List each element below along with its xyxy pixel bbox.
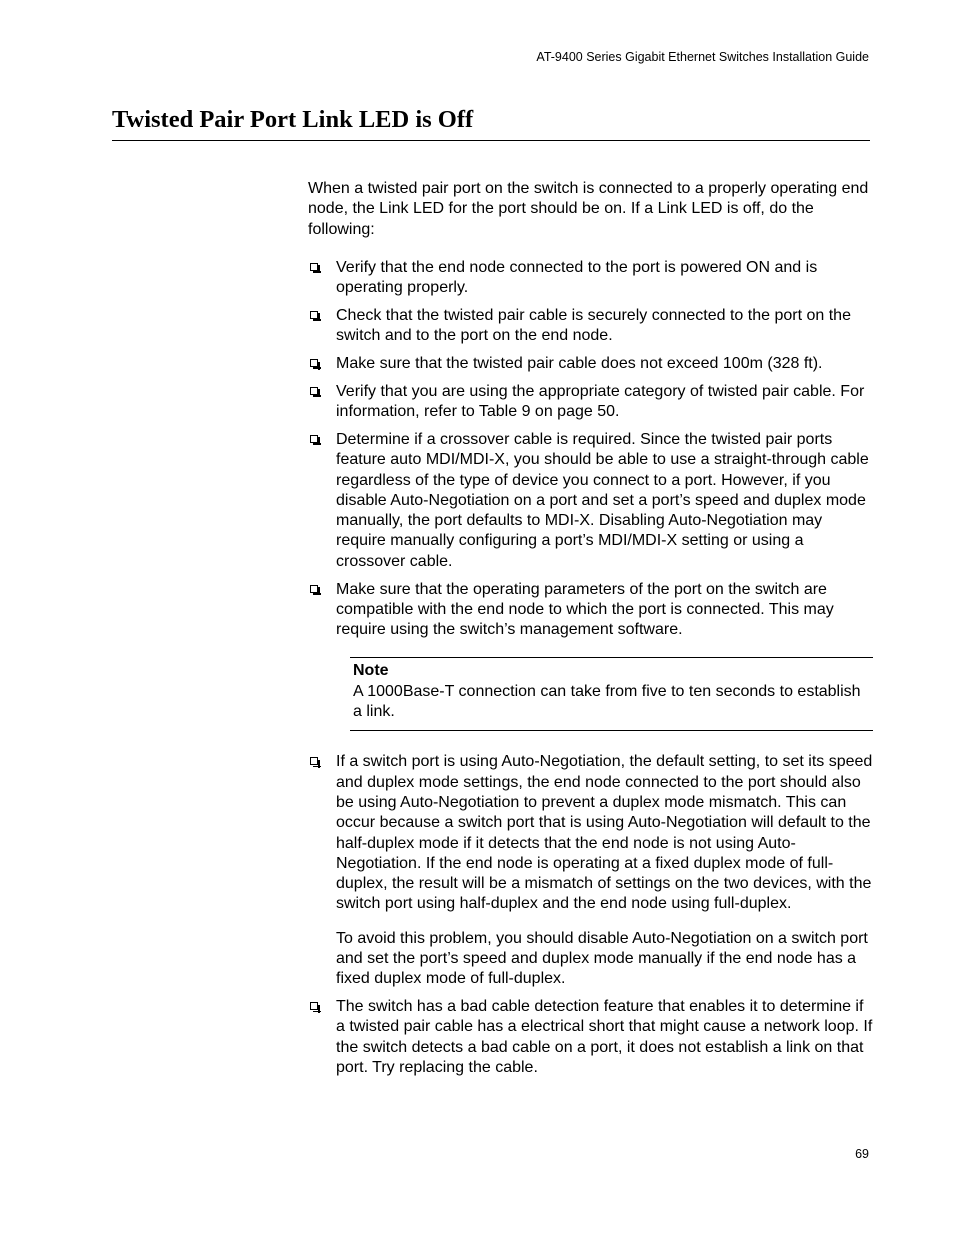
list-item-text: Make sure that the operating parameters of the port on the switch are compatible with the end node to which the port is connected. This may require using the switch’s management software. xyxy=(336,580,834,639)
checkbox-bullet-icon xyxy=(310,359,318,367)
list-item xyxy=(308,752,873,989)
note-box xyxy=(350,657,873,731)
section-title: Twisted Pair Port Link LED is Off xyxy=(112,106,474,133)
list-item-followup-text: To avoid this problem, you should disable Auto-Negotiation on a switch port and set the port’s speed and duplex mode manually if the end node has a fixed duplex mode of full-duplex. xyxy=(336,929,868,988)
checklist xyxy=(308,258,873,641)
checklist-continued xyxy=(308,752,873,1078)
list-item-text: If a switch port is using Auto-Negotiation, the default setting, to set its speed and duplex mode settings, the end node connected to the port should also be using Auto-Negotiation to prevent a duplex mode mismatch. This can occur because a switch port that is using Auto-Negotiation will default to the half-duplex mode if it detects that the end node is not using Auto-Negotiation. If the end node is operating at a fixed duplex mode of full-duplex, the result will be a mismatch of settings on the two devices, with the switch port using half-duplex and the end node using full-duplex. xyxy=(336,753,873,913)
page-number: 69 xyxy=(855,1147,869,1161)
list-item-text: Make sure that the twisted pair cable does not exceed 100m (328 ft). xyxy=(336,355,823,373)
note-label: Note xyxy=(353,662,389,680)
checkbox-bullet-icon xyxy=(310,435,318,443)
checkbox-bullet-icon xyxy=(310,757,318,765)
checkbox-bullet-icon xyxy=(310,387,318,395)
running-header: AT-9400 Series Gigabit Ethernet Switches Installation Guide xyxy=(536,50,869,64)
list-item xyxy=(308,306,873,347)
checkbox-bullet-icon xyxy=(310,585,318,593)
checkbox-bullet-icon xyxy=(310,263,318,271)
title-rule xyxy=(112,140,870,141)
list-item-text: Verify that the end node connected to the port is powered ON and is operating properly. xyxy=(336,258,818,297)
body-text xyxy=(308,179,873,1086)
list-item xyxy=(308,580,873,641)
list-item-text: Check that the twisted pair cable is securely connected to the port on the switch and to the port on the end node. xyxy=(336,306,851,345)
list-item-text: Determine if a crossover cable is required. Since the twisted pair ports feature auto MDI/MDI-X, you should be able to use a straight-through cable regardless of the type of device you connect to a port. However, if you disable Auto-Negotiation on a port and set a port’s speed and duplex mode manually, the port defaults to MDI-X. Disabling Auto-Negotiation may require manually configuring a port’s MDI/MDI-X setting or using a crossover cable. xyxy=(336,430,869,570)
list-item-text: The switch has a bad cable detection feature that enables it to determine if a twisted pair cable has a electrical short that might cause a network loop. If the switch detects a bad cable on a port, it does not establish a link on that port. Try replacing the cable. xyxy=(336,998,873,1076)
list-item-text: Verify that you are using the appropriate category of twisted pair cable. For information, refer to Table 9 on page 50. xyxy=(336,382,865,421)
checkbox-bullet-icon xyxy=(310,1002,318,1010)
list-item xyxy=(308,354,873,374)
checkbox-bullet-icon xyxy=(310,311,318,319)
list-item xyxy=(308,997,873,1078)
intro-paragraph: When a twisted pair port on the switch is connected to a properly operating end node, the Link LED for the port should be on. If a Link LED is off, do the following: xyxy=(308,180,869,238)
list-item xyxy=(308,258,873,299)
list-item xyxy=(308,430,873,572)
note-text: A 1000Base-T connection can take from five to ten seconds to establish a link. xyxy=(353,682,861,721)
list-item xyxy=(308,382,873,423)
